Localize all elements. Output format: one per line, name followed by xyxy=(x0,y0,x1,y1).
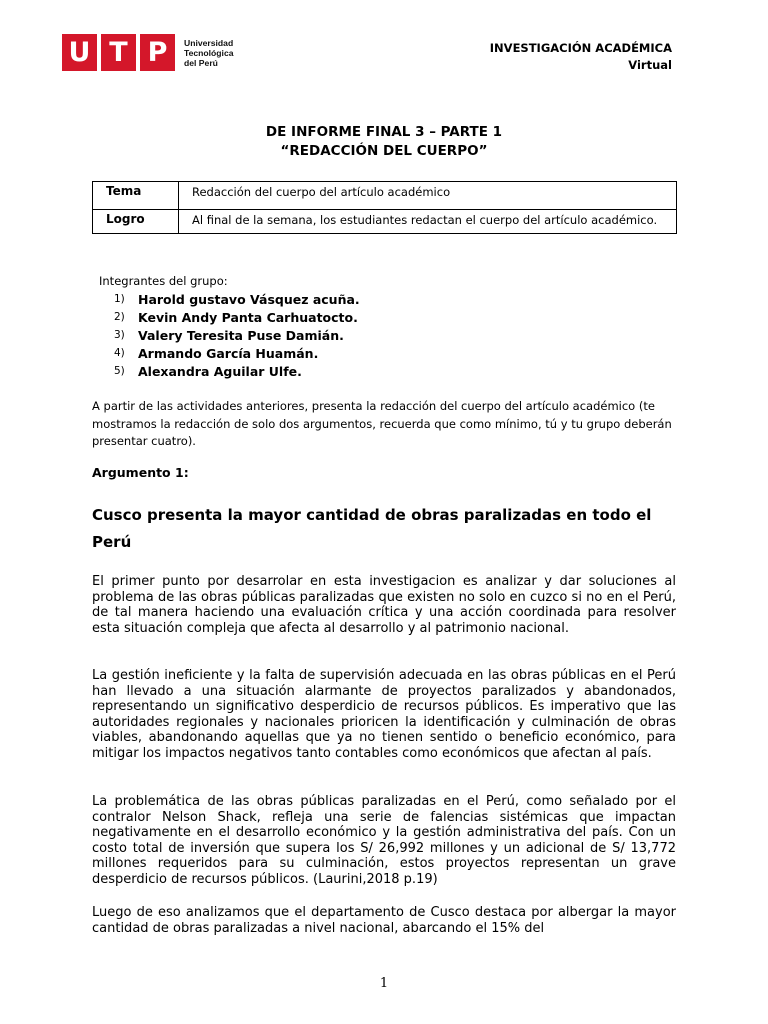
list-item xyxy=(114,290,360,308)
utp-logo xyxy=(62,34,234,71)
page-number: 1 xyxy=(379,976,389,991)
list-item xyxy=(114,344,360,362)
logo-letter-t: T xyxy=(101,34,136,71)
logo-university-name xyxy=(184,38,234,68)
list-number: 4) xyxy=(114,347,125,359)
body-paragraph: Luego de eso analizamos que el departamento de Cusco destaca por albergar la mayor cantidad de obras paralizadas a nivel nacional, abarcando el 15% del xyxy=(92,905,676,936)
member-name: Harold gustavo Vásquez acuña. xyxy=(138,291,360,307)
course-mode: Virtual xyxy=(628,58,672,72)
table-value-logro: Al final de la semana, los estudiantes redactan el cuerpo del artículo académico. xyxy=(192,213,658,227)
list-number: 5) xyxy=(114,365,125,377)
table-key-logro: Logro xyxy=(93,210,179,234)
table-value-tema: Redacción del cuerpo del artículo académico xyxy=(179,182,677,210)
list-item xyxy=(114,362,360,380)
table-row xyxy=(93,182,677,210)
list-item xyxy=(114,326,360,344)
logo-text-line: del Perú xyxy=(184,57,218,68)
argument-heading: Cusco presenta la mayor cantidad de obras paralizadas en todo el Perú xyxy=(92,506,652,551)
body-paragraph: El primer punto por desarrolar en esta investigacion es analizar y dar soluciones al problema de las obras públicas paralizadas que existen no solo en cuzco si no en el Perú, de tal manera haciendo una evaluación crítica y una acción coordinada para resolver esta situación compleja que afecta al desarrollo y al patrimonio nacional. xyxy=(92,574,676,636)
member-name: Valery Teresita Puse Damián. xyxy=(138,327,344,343)
list-number: 1) xyxy=(114,293,125,305)
group-label: Integrantes del grupo: xyxy=(99,274,228,288)
body-paragraph: La problemática de las obras públicas paralizadas en el Perú, como señalado por el contralor Nelson Shack, refleja una serie de falencias sistémicas que impactan negativamente en el desarrollo económico y la gestión administrativa del país. Con un costo total de inversión que supera los S/ 26,992 millones y un adicional de S/ 13,772 millones requeridos para su culminación, estos proyectos representan un grave desperdicio de recursos públicos. (Laurini,2018 p.19) xyxy=(92,794,676,887)
logo-text-line: Tecnológica xyxy=(184,47,234,58)
header-course-info xyxy=(490,40,672,74)
logo-text-line: Universidad xyxy=(184,37,234,48)
list-number: 2) xyxy=(114,311,125,323)
member-name: Alexandra Aguilar Ulfe. xyxy=(138,363,302,379)
document-subtitle: “REDACCIÓN DEL CUERPO” xyxy=(280,143,488,159)
list-number: 3) xyxy=(114,329,125,341)
course-name: INVESTIGACIÓN ACADÉMICA xyxy=(489,41,672,55)
intro-paragraph: A partir de las actividades anteriores, presenta la redacción del cuerpo del artículo académico (te mostramos la redacción de solo dos argumentos, recuerda que como mínimo, tú y tu grupo deberán presentar cuatro). xyxy=(92,399,672,448)
body-paragraph: La gestión ineficiente y la falta de supervisión adecuada en las obras públicas en el Perú han llevado a una situación alarmante de proyectos paralizados y abandonados, representando un significativo desperdicio de recursos públicos. Es imperativo que las autoridades regionales y nacionales prioricen la identificación y culminación de obras viables, abandonando aquellas que ya no tienen sentido o beneficio económico, para mitigar los impactos negativos tanto contables como económicos que afectan al país. xyxy=(92,668,676,761)
document-title: DE INFORME FINAL 3 – PARTE 1 xyxy=(265,124,503,140)
table-key-tema: Tema xyxy=(93,182,179,210)
group-members-list xyxy=(114,290,360,380)
table-row xyxy=(93,210,677,234)
logo-letter-u: U xyxy=(62,34,97,71)
topic-table xyxy=(92,181,677,234)
list-item xyxy=(114,308,360,326)
argument-label: Argumento 1: xyxy=(92,465,189,480)
member-name: Armando García Huamán. xyxy=(138,345,319,361)
logo-letter-p: P xyxy=(140,34,175,71)
member-name: Kevin Andy Panta Carhuatocto. xyxy=(138,309,358,325)
